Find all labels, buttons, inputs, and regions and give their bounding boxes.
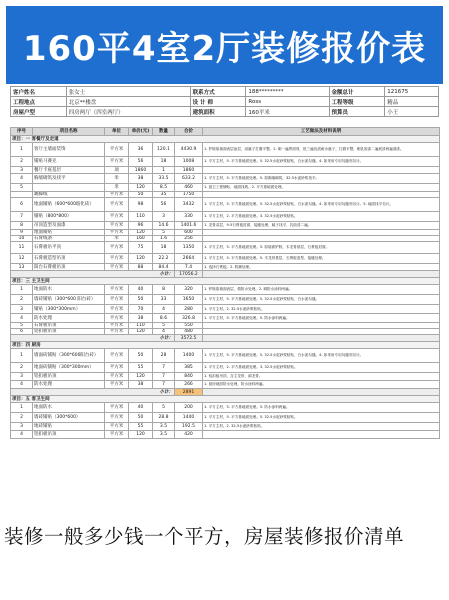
- cell-total: 840: [175, 373, 203, 381]
- cell-total: 320: [175, 285, 203, 295]
- cell-total: 1400: [175, 349, 203, 363]
- info-label: 建筑面积: [190, 107, 246, 117]
- cell-quantity: 18: [153, 157, 175, 167]
- cell-index: 2: [11, 295, 33, 305]
- cell-total: 1650: [175, 295, 203, 305]
- cell-total: 280: [175, 305, 203, 314]
- cell-item-name: 地面砖铺贴（300*300mm）: [33, 363, 105, 373]
- table-row: [11, 167, 440, 174]
- table-row: [11, 174, 440, 184]
- cell-quantity: 18: [153, 242, 175, 254]
- cell-total: 200: [175, 403, 203, 413]
- table-row: [11, 254, 440, 264]
- cell-quantity: 120.1: [153, 143, 175, 157]
- subtotal-value: 17056.2: [175, 271, 203, 278]
- cell-item-name: 地面防水: [33, 285, 105, 295]
- cell-description: 1. 平方主材，5. 平方基地面处理。5. 32.5水泥砂浆粘贴，白水泥勾缝。4. 如采用专用勾缝剂另计。5. 地面找平另计。: [203, 198, 440, 212]
- cell-description: 1. 铝扣板吊顶，含主龙骨、副龙骨。: [203, 373, 440, 381]
- cell-total: 1750: [175, 192, 203, 198]
- cell-unit: 平方米: [105, 254, 129, 264]
- info-label: 工程地点: [11, 97, 67, 107]
- cell-index: 4: [11, 381, 33, 389]
- cell-index: 4: [11, 431, 33, 439]
- cell-quantity: 3.5: [153, 423, 175, 431]
- cell-index: 8: [11, 222, 33, 230]
- subtotal-blank: [203, 335, 440, 342]
- table-row: [11, 264, 440, 271]
- cell-unit-price: 50: [129, 295, 153, 305]
- cell-unit: 平方米: [105, 423, 129, 431]
- cell-description: [203, 167, 440, 174]
- section-title: 项目：四 厨房: [11, 342, 440, 349]
- cell-item-name: 防水处理: [33, 314, 105, 323]
- cell-quantity: 14.6: [153, 222, 175, 230]
- cell-quantity: 56: [153, 198, 175, 212]
- subtotal-row: [11, 389, 440, 396]
- cell-unit: 平方米: [105, 431, 129, 439]
- table-row: [11, 212, 440, 222]
- cell-total: 3432: [175, 198, 203, 212]
- cell-unit-price: 1860: [129, 167, 153, 174]
- subtotal-label: 小计：: [11, 271, 175, 278]
- cell-index: 10: [11, 236, 33, 242]
- subtotal-label: 小计：: [11, 335, 175, 342]
- cell-unit-price: 120: [129, 254, 153, 264]
- cell-item-name: 阳台石膏板吊顶: [33, 264, 105, 271]
- table-row: [11, 143, 440, 157]
- cell-index: 4: [11, 174, 33, 184]
- section-row: [11, 396, 440, 403]
- cell-total: 385: [175, 363, 203, 373]
- info-label: 预算员: [329, 107, 385, 117]
- cell-item-name: 地面铺贴: [33, 230, 105, 236]
- cell-quantity: 4: [153, 329, 175, 335]
- cell-unit: 平方米: [105, 242, 129, 254]
- cell-item-name: 铝扣板吊顶: [33, 373, 105, 381]
- cell-index: 11: [11, 242, 33, 254]
- cell-quantity: 1: [153, 167, 175, 174]
- cell-quantity: 5: [153, 230, 175, 236]
- cell-item-name: 铺贴（300*300mm）: [33, 305, 105, 314]
- info-value: 121675: [385, 87, 439, 97]
- title-banner: [6, 6, 443, 84]
- cell-description: 1. 铲除原墙面表层，做防水处理。2. 刷防水涂料两遍。: [203, 285, 440, 295]
- cell-index: 3: [11, 423, 33, 431]
- customer-info-table: [10, 86, 439, 117]
- cell-unit: 平方米: [105, 373, 129, 381]
- cell-unit-price: 40: [129, 403, 153, 413]
- info-row: [11, 97, 439, 107]
- cell-item-name: 地面铺贴（600*600玻化砖）: [33, 198, 105, 212]
- cell-index: 1: [11, 403, 33, 413]
- table-row: [11, 349, 440, 363]
- cell-unit: 平方米: [105, 349, 129, 363]
- cell-unit-price: 120: [129, 373, 153, 381]
- info-value: 小王: [385, 107, 439, 117]
- cell-unit: 平方米: [105, 198, 129, 212]
- info-label: 工程等级: [329, 97, 385, 107]
- table-row: [11, 295, 440, 305]
- subtotal-value: 2891: [175, 389, 203, 396]
- cell-quantity: 7: [153, 363, 175, 373]
- section-title: 项目：五 客卫生间: [11, 396, 440, 403]
- table-header-row: [11, 128, 440, 136]
- cell-item-name: 地面防水: [33, 403, 105, 413]
- cell-total: 7.4: [175, 264, 203, 271]
- cell-unit-price: 120: [129, 184, 153, 192]
- table-row: [11, 373, 440, 381]
- cell-unit-price: 110: [129, 323, 153, 329]
- subtotal-row: [11, 271, 440, 278]
- cell-description: 1. 平方主材，2. 平方基地面处理。3. 32.5水泥砂浆粘贴。: [203, 363, 440, 373]
- cell-description: 1. 选择石膏板。2. 防潮处理。: [203, 264, 440, 271]
- cell-unit: 米: [105, 236, 129, 242]
- cell-total: 1008: [175, 157, 203, 167]
- cell-item-name: 踢脚线: [33, 192, 105, 198]
- header-unit-price: 单价(元): [129, 128, 153, 136]
- cell-unit-price: 38: [129, 314, 153, 323]
- cell-quantity: 5: [153, 403, 175, 413]
- cell-unit-price: 98: [129, 198, 153, 212]
- cell-unit-price: 50: [129, 192, 153, 198]
- cell-description: 1. 平方主材，5. 平方基地面处理。5. 32.5水泥砂浆粘贴，白水泥勾缝。4. 如采用专用勾缝剂另计。: [203, 349, 440, 363]
- cell-unit: 平方米: [105, 329, 129, 335]
- cell-quantity: 8.6: [153, 314, 175, 323]
- cell-index: 2: [11, 413, 33, 423]
- cell-description: 1. 厨卫工程铺贴，地面找坡。2. 平方基地面处理。: [203, 184, 440, 192]
- cell-unit: 平方米: [105, 212, 129, 222]
- cell-unit: 平方米: [105, 403, 129, 413]
- cell-quantity: 28: [153, 349, 175, 363]
- cell-quantity: 35: [153, 192, 175, 198]
- cell-unit-price: 50: [129, 349, 153, 363]
- cell-total: 480: [175, 329, 203, 335]
- cell-item-name: 石膏线条: [33, 236, 105, 242]
- cell-unit-price: 55: [129, 423, 153, 431]
- subtotal-blank: [203, 271, 440, 278]
- cell-unit-price: 50: [129, 413, 153, 423]
- info-label: 金额总计: [329, 87, 385, 97]
- cell-item-name: 墙面砖铺贴（300*600阳台砖）: [33, 349, 105, 363]
- cell-quantity: 28.8: [153, 413, 175, 423]
- cell-unit-price: 75: [129, 242, 153, 254]
- cell-index: 3: [11, 373, 33, 381]
- cell-quantity: 84.4: [153, 264, 175, 271]
- table-row: [11, 184, 440, 192]
- info-value: 精品: [385, 97, 439, 107]
- cell-index: 6: [11, 329, 33, 335]
- cell-description: [203, 431, 440, 439]
- caption-overlay: 装修一般多少钱一个平方，房屋装修报价清单: [4, 525, 405, 548]
- cell-unit-price: 96: [129, 222, 153, 230]
- cell-index: 9: [11, 230, 33, 236]
- cell-quantity: 7: [153, 381, 175, 389]
- section-row: [11, 278, 440, 285]
- cell-item-name: 地砖铺贴: [33, 423, 105, 431]
- cell-description: 1. 铲除原墙面表层涂层，刮腻子打磨平整。2. 刷一遍界面剂，批三遍优质耐水腻子，打磨平整，刷乳胶漆二遍底漆两遍面漆。: [203, 143, 440, 157]
- cell-unit-price: 55: [129, 363, 153, 373]
- cell-description: 1. 龙骨双层，9.5石膏板封面，接缝处理，腻子找平，乳胶漆二遍。: [203, 222, 440, 230]
- info-value: 北京**楼盘: [66, 97, 190, 107]
- info-value: 160平米: [246, 107, 329, 117]
- cell-item-name: 餐厅卡座基层: [33, 167, 105, 174]
- table-row: [11, 423, 440, 431]
- section-title: 项目：三 主卫生间: [11, 278, 440, 285]
- cell-description: 1. 平方主材，5. 平方基地面处理。5. 32.5水泥砂浆粘贴。: [203, 413, 440, 423]
- cell-item-name: 防水处理: [33, 381, 105, 389]
- cell-index: 3: [11, 167, 33, 174]
- cell-unit: 平方米: [105, 264, 129, 271]
- cell-unit: 项: [105, 167, 129, 174]
- subtotal-blank: [203, 389, 440, 396]
- cell-index: 5: [11, 323, 33, 329]
- table-row: [11, 363, 440, 373]
- table-row: [11, 222, 440, 230]
- cell-total: 1440: [175, 413, 203, 423]
- cell-total: 2664: [175, 254, 203, 264]
- quote-table: [10, 127, 440, 439]
- cell-index: 13: [11, 264, 33, 271]
- section-title: 项目：一 客餐厅及走道: [11, 136, 440, 143]
- info-label: 联系方式: [190, 87, 246, 97]
- cell-item-name: 吊顶造型及面漆: [33, 222, 105, 230]
- cell-total: 420: [175, 431, 203, 439]
- cell-unit-price: 38: [129, 381, 153, 389]
- cell-unit-price: 120: [129, 431, 153, 439]
- cell-description: 1. 平方主材，5. 平方基地面处理。5. 木龙骨基层，石膏板造型，接缝处理。: [203, 254, 440, 264]
- table-row: [11, 314, 440, 323]
- table-row: [11, 431, 440, 439]
- header-unit: 单位: [105, 128, 129, 136]
- cell-unit: 平方米: [105, 413, 129, 423]
- cell-total: 460: [175, 184, 203, 192]
- cell-description: 1. 平方主材。2. 32.5水泥砂浆粘贴。: [203, 305, 440, 314]
- cell-description: 1. 平方主材。2. 32.5水泥砂浆粘贴。: [203, 423, 440, 431]
- cell-index: 3: [11, 305, 33, 314]
- section-row: [11, 136, 440, 143]
- subtotal-label: 小计：: [11, 389, 175, 396]
- cell-item-name: 胸墙砌筑及找平: [33, 174, 105, 184]
- cell-description: 1. 平方主材，5. 平方基地面处理。5. 防水涂料两遍。: [203, 403, 440, 413]
- cell-description: 1. 平方主材，5. 平方基地面处理。5. 32.5水泥砂浆粘贴，白水泥勾缝。4. 如采用专用勾缝剂另计。: [203, 157, 440, 167]
- table-row: [11, 285, 440, 295]
- cell-index: 2: [11, 363, 33, 373]
- info-label: 客户姓名: [11, 87, 67, 97]
- cell-unit-price: 70: [129, 305, 153, 314]
- cell-description: 1. 平方主材，5. 平方基地面处理。5. 原墙面铲除，木龙骨基层，石膏板封面。: [203, 242, 440, 254]
- section-row: [11, 342, 440, 349]
- cell-index: 12: [11, 254, 33, 264]
- cell-unit-price: 88: [129, 264, 153, 271]
- header-index: 序号: [11, 128, 33, 136]
- cell-total: 1401.6: [175, 222, 203, 230]
- cell-item-name: 铺贴马赛克: [33, 157, 105, 167]
- cell-unit: 平方米: [105, 305, 129, 314]
- cell-unit: 平方米: [105, 222, 129, 230]
- cell-unit: 平方米: [105, 295, 129, 305]
- cell-unit: 平方米: [105, 192, 129, 198]
- cell-unit: 米: [105, 174, 129, 184]
- cell-unit: 平方米: [105, 314, 129, 323]
- cell-unit: 平方米: [105, 143, 129, 157]
- table-row: [11, 198, 440, 212]
- cell-unit-price: 110: [129, 212, 153, 222]
- cell-item-name: 墙砖铺贴（300*600 阳台砖）: [33, 295, 105, 305]
- cell-total: 1350: [175, 242, 203, 254]
- cell-unit-price: 36: [129, 143, 153, 157]
- cell-item-name: [33, 184, 105, 192]
- header-quantity: 数量: [153, 128, 175, 136]
- subtotal-row: [11, 335, 440, 342]
- cell-unit: 平方米: [105, 381, 129, 389]
- cell-item-name: 客厅主墙面装饰: [33, 143, 105, 157]
- cell-quantity: 33.5: [153, 174, 175, 184]
- cell-quantity: 8.5: [153, 184, 175, 192]
- cell-item-name: 铝扣板吊顶: [33, 431, 105, 439]
- table-row: [11, 381, 440, 389]
- cell-total: 1860: [175, 167, 203, 174]
- cell-quantity: 4: [153, 305, 175, 314]
- cell-description: 1. 平方主材，2. 平方基地面处理。3. 32.5水泥砂浆粘贴。: [203, 212, 440, 222]
- cell-total: 266: [175, 381, 203, 389]
- cell-index: 2: [11, 157, 33, 167]
- cell-unit-price: 38: [129, 174, 153, 184]
- cell-index: 7: [11, 212, 33, 222]
- subtotal-value: 3572.5: [175, 335, 203, 342]
- cell-unit: 平方米: [105, 230, 129, 236]
- cell-index: 4: [11, 314, 33, 323]
- cell-quantity: 33: [153, 295, 175, 305]
- info-row: [11, 107, 439, 117]
- cell-total: 550: [175, 323, 203, 329]
- cell-total: 633.2: [175, 174, 203, 184]
- cell-item-name: 铺贴（800*800）: [33, 212, 105, 222]
- info-row: [11, 87, 439, 97]
- info-label: 设 计 师: [190, 97, 246, 107]
- table-row: [11, 403, 440, 413]
- cell-quantity: 7: [153, 373, 175, 381]
- cell-quantity: 22.2: [153, 254, 175, 264]
- cell-quantity: 1.6: [153, 236, 175, 242]
- cell-total: 600: [175, 230, 203, 236]
- cell-item-name: 石膏板造型吊顶: [33, 254, 105, 264]
- header-item-name: 项目名称: [33, 128, 105, 136]
- cell-unit-price: 120: [129, 329, 153, 335]
- table-row: [11, 157, 440, 167]
- table-row: [11, 242, 440, 254]
- cell-item-name: 铝扣板吊顶: [33, 329, 105, 335]
- cell-index: 1: [11, 349, 33, 363]
- info-value: 四房两厅（四室两厅）: [66, 107, 190, 117]
- cell-quantity: 3.5: [153, 431, 175, 439]
- cell-unit: 平方米: [105, 363, 129, 373]
- cell-total: 326.8: [175, 314, 203, 323]
- cell-description: 1. 平方主材，5. 平方基地面处理。5. 原胸墙砌筑，32.5水泥砂浆找平。: [203, 174, 440, 184]
- table-row: [11, 413, 440, 423]
- header-total: 合价: [175, 128, 203, 136]
- info-label: 房屋户型: [11, 107, 67, 117]
- info-value: 188*********: [246, 87, 329, 97]
- info-value: 张女士: [66, 87, 190, 97]
- cell-item-name: 墙砖铺贴（300*600）: [33, 413, 105, 423]
- cell-total: 4430.9: [175, 143, 203, 157]
- cell-unit: 平方米: [105, 323, 129, 329]
- cell-quantity: 5: [153, 323, 175, 329]
- cell-item-name: 石膏板吊顶: [33, 323, 105, 329]
- cell-unit: 平方米: [105, 285, 129, 295]
- cell-unit-price: 40: [129, 285, 153, 295]
- cell-unit-price: 56: [129, 157, 153, 167]
- cell-quantity: 3: [153, 212, 175, 222]
- document-title: 160平4室2厅装修报价表: [22, 28, 427, 69]
- cell-index: 1: [11, 143, 33, 157]
- cell-total: 192.5: [175, 423, 203, 431]
- cell-index: 6: [11, 198, 33, 212]
- header-description: 工艺做法及材料说明: [203, 128, 440, 136]
- cell-unit-price: 120: [129, 230, 153, 236]
- cell-unit-price: 160: [129, 236, 153, 242]
- cell-item-name: 石膏板吊平顶: [33, 242, 105, 254]
- cell-total: 330: [175, 212, 203, 222]
- cell-description: 1. 厨房地面防水处理，防水涂料两遍。: [203, 381, 440, 389]
- cell-unit: 米: [105, 184, 129, 192]
- cell-quantity: 8: [153, 285, 175, 295]
- info-value: Ross: [246, 97, 329, 107]
- cell-unit: 平方米: [105, 157, 129, 167]
- cell-index: 5: [11, 184, 33, 192]
- cell-description: 1. 平方主材，5. 平方基地面处理。5. 防水涂料两遍。: [203, 314, 440, 323]
- cell-description: 1. 平方主材，5. 平方基地面处理。5. 32.5水泥砂浆粘贴，白水泥勾缝。: [203, 295, 440, 305]
- table-row: [11, 305, 440, 314]
- cell-index: 1: [11, 285, 33, 295]
- cell-total: 256: [175, 236, 203, 242]
